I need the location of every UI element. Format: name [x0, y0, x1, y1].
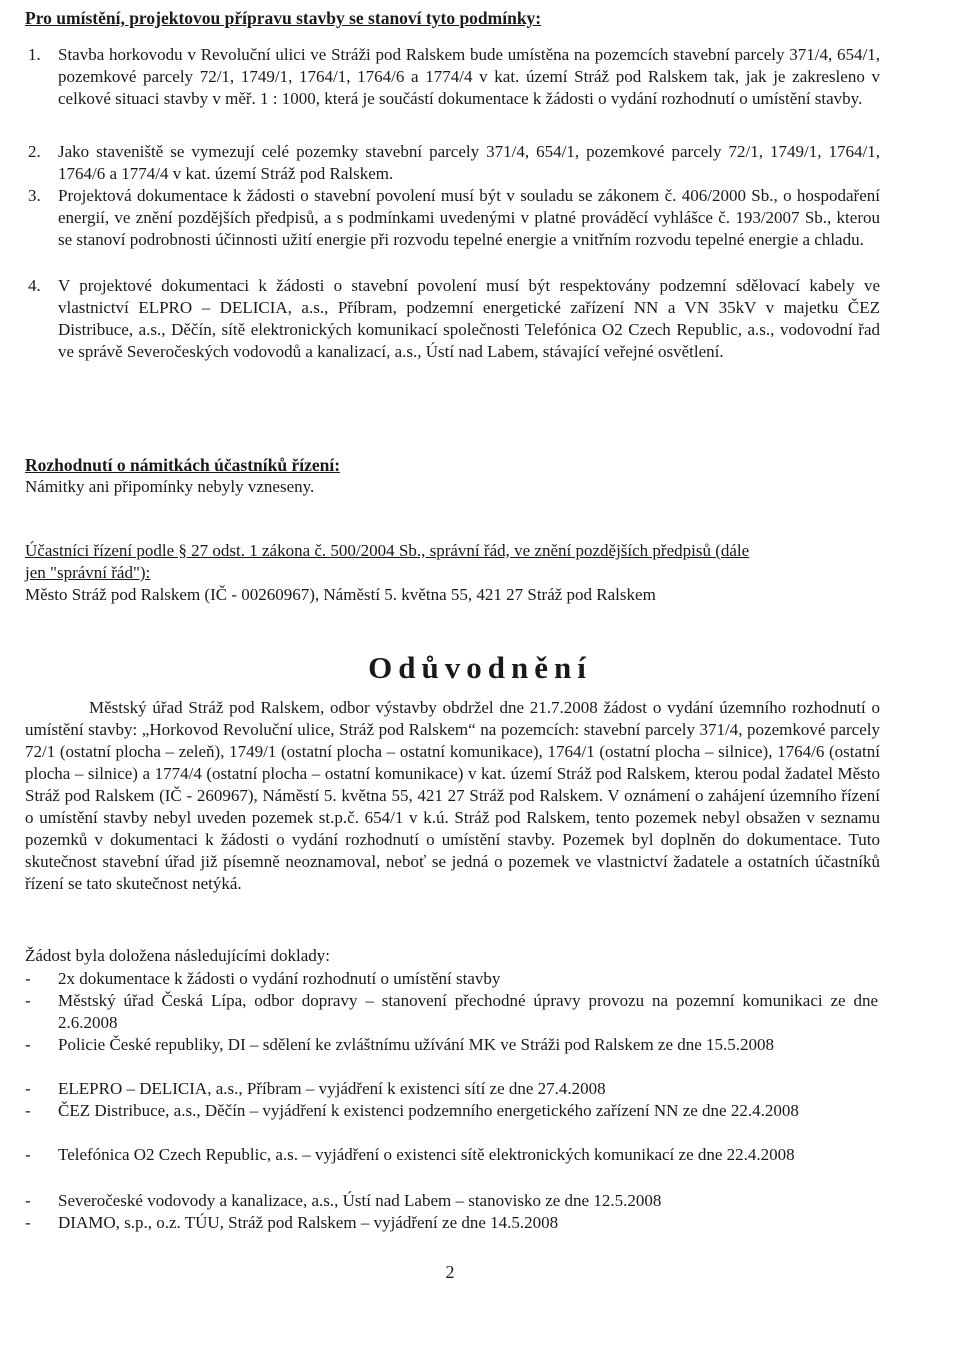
page-number: 2	[445, 1262, 455, 1282]
condition-2-number: 2.	[28, 142, 41, 161]
document-item-7: Severočeské vodovody a kanalizace, a.s., Ústí nad Labem – stanovisko ze dne 12.5.2008	[58, 1191, 662, 1210]
document-item-8: DIAMO, s.p., o.z. TÚU, Stráž pod Ralskem – vyjádření ze dne 14.5.2008	[58, 1213, 559, 1232]
document-item-6-dash: -	[25, 1145, 31, 1164]
document-item-7-dash: -	[25, 1191, 31, 1210]
documents-intro: Žádost byla doložena následujícími doklady:	[25, 946, 330, 965]
condition-1-text: Stavba horkovodu v Revoluční ulici ve Stráži pod Ralskem bude umístěna na pozemcích stavební parcely 371/4, 654/1, pozemkové parcely 72/1, 1749/1, 1764/1, 1764/6 a 1774/4 v kat. území Stráž pod Ralskem tak, jak je zakresleno v celkové situaci stavby v měř. 1 : 1000, která je součástí dokumentace k žádosti o vydání rozhodnutí o umístění stavby.	[58, 45, 880, 108]
condition-3-text: Projektová dokumentace k žádosti o stavební povolení musí být v souladu se zákonem č. 406/2000 Sb., o hospodaření energií, ve znění pozdějších předpisů, a s podmínkami uvedenými v platné prováděcí vyhlášce č. 193/2007 Sb., kterou se stanoví podrobnosti účinnosti užití energie při rozvodu tepelné energie a vnitřním rozvodu tepelné energie a chladu.	[58, 186, 880, 249]
document-item-3: Policie České republiky, DI – sdělení ke zvláštnímu užívání MK ve Stráži pod Ralskem ze dne 15.5.2008	[58, 1035, 775, 1054]
condition-4-text: V projektové dokumentaci k žádosti o stavební povolení musí být respektovány podzemní sdělovací kabely ve vlastnictví ELPRO – DELICIA, a.s., Příbram, podzemní energetické zařízení NN a VN 35kV v majetku ČEZ Distribuce, a.s., Děčín, sítě elektronických komunikací společnosti Telefónica O2 Czech Republic, a.s., vodovodní řad ve správě Severočeských vodovodů a kanalizací, a.s., Ústí nad Labem, stávající veřejné osvětlení.	[58, 276, 880, 361]
reasoning-title: Odůvodnění	[368, 650, 592, 685]
document-item-1: 2x dokumentace k žádosti o vydání rozhodnutí o umístění stavby	[58, 969, 501, 988]
document-item-5-dash: -	[25, 1101, 31, 1120]
document-item-4: ELEPRO – DELICIA, a.s., Příbram – vyjádření k existenci sítí ze dne 27.4.2008	[58, 1079, 606, 1098]
document-item-8-dash: -	[25, 1213, 31, 1232]
document-item-6: Telefónica O2 Czech Republic, a.s. – vyjádření o existenci sítě elektronických komunikací ze dne 22.4.2008	[58, 1145, 795, 1164]
document-item-2: Městský úřad Česká Lípa, odbor dopravy – stanovení přechodné úpravy provozu na pozemní komunikaci ze dne 2.6.2008	[58, 991, 878, 1032]
objections-heading: Rozhodnutí o námitkách účastníků řízení:	[25, 455, 341, 475]
participants-heading-line2: jen "správní řád"):	[25, 563, 151, 582]
document-item-1-dash: -	[25, 969, 31, 988]
document-item-5: ČEZ Distribuce, a.s., Děčín – vyjádření k existenci podzemního energetického zařízení NN ze dne 22.4.2008	[58, 1101, 799, 1120]
condition-2-text: Jako staveniště se vymezují celé pozemky stavební parcely 371/4, 654/1, pozemkové parcely 72/1, 1749/1, 1764/1, 1764/6 a 1774/4 v kat. území Stráž pod Ralskem.	[58, 142, 880, 183]
objections-text: Námitky ani připomínky nebyly vzneseny.	[25, 477, 315, 496]
reasoning-paragraph: Městský úřad Stráž pod Ralskem, odbor výstavby obdržel dne 21.7.2008 žádost o vydání územního rozhodnutí o umístění stavby: „Horkovod Revoluční ulice, Stráž pod Ralskem“ na pozemcích: stavební parcely 371/4, pozemkové parcely 72/1 (ostatní plocha – zeleň), 1749/1 (ostatní plocha – ostatní komunikace), 1764/1 (ostatní plocha – silnice), 1764/6 (ostatní plocha – silnice) a 1774/4 (ostatní plocha – ostatní komunikace) v kat. území Stráž pod Ralskem, kterou podal žadatel Město Stráž pod Ralskem (IČ - 260967), Náměstí 5. května 55, 421 27 Stráž pod Ralskem. V oznámení o zahájení územního řízení o umístění stavby nebyl uveden pozemek st.p.č. 654/1 v k.ú. Stráž pod Ralskem, tento pozemek nebyl obsažen v seznamu pozemků v dokumentaci k žádosti o vydání rozhodnutí o umístění stavby. Pozemek byl doplněn do dokumentace. Tuto skutečnost stavební úřad již písemně neoznamoval, neboť se jedná o pozemek ve vlastnictví žadatele a ostatních účastníků řízení se tato skutečnost netýká.	[25, 698, 880, 893]
condition-3-number: 3.	[28, 186, 41, 205]
participants-text: Město Stráž pod Ralskem (IČ - 00260967), Náměstí 5. května 55, 421 27 Stráž pod Ralskem	[25, 585, 656, 604]
conditions-heading: Pro umístění, projektovou přípravu stavby se stanoví tyto podmínky:	[25, 8, 542, 28]
document-item-2-dash: -	[25, 991, 31, 1010]
condition-1-number: 1.	[28, 45, 41, 64]
condition-4-number: 4.	[28, 276, 41, 295]
document-item-4-dash: -	[25, 1079, 31, 1098]
document-item-3-dash: -	[25, 1035, 31, 1054]
participants-heading-line1: Účastníci řízení podle § 27 odst. 1 zákona č. 500/2004 Sb., správní řád, ve znění pozdějších předpisů (dále	[25, 541, 750, 560]
